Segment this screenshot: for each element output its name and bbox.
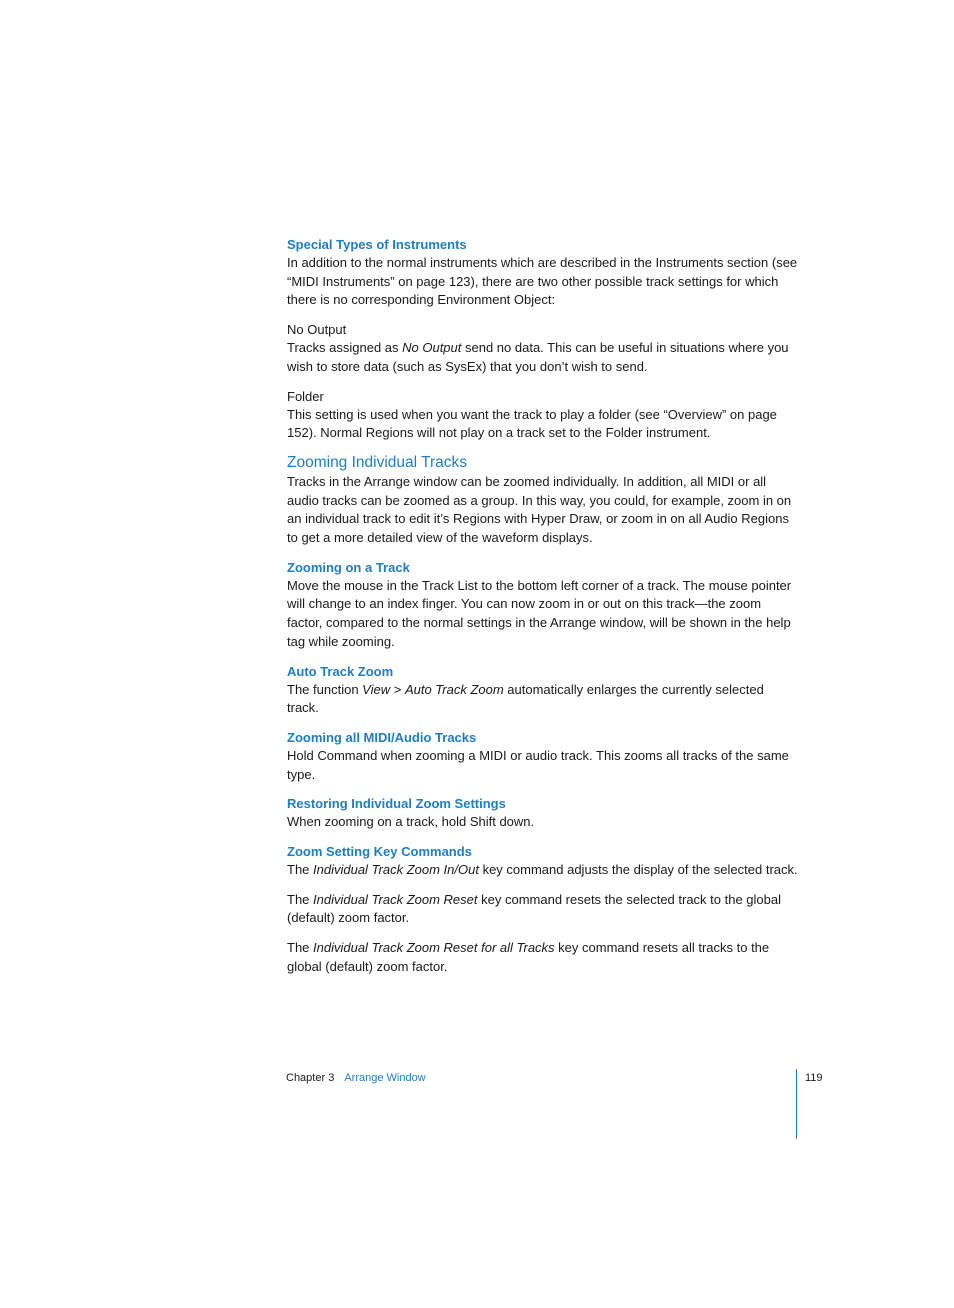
paragraph-key-commands-2: The Individual Track Zoom Reset key command resets the selected track to the global (default) zoom factor. [287,891,782,926]
paragraph-zooming-all: Hold Command when zooming a MIDI or audio track. This zooms all tracks of the same type. [287,747,789,782]
heading-restoring: Restoring Individual Zoom Settings [287,796,506,812]
heading-no-output: No Output [287,322,347,338]
paragraph-special-types: In addition to the normal instruments which are described in the Instruments section (see “MIDI Instruments” on page 123), there are two other possible track settings for which there is no corresponding Environment Object: [287,255,798,308]
paragraph-folder: This setting is used when you want the track to play a folder (see “Overview” on page 152). Normal Regions will not play on a track set to the Folder instrument. [287,406,777,441]
heading-folder: Folder [287,388,324,404]
heading-zooming-on-track: Zooming on a Track [287,559,410,575]
paragraph-restoring: When zooming on a track, hold Shift down. [287,814,535,830]
paragraph-auto-track-zoom: The function View > Auto Track Zoom automatically enlarges the currently selected track. [287,681,764,716]
footer-chapter-title: Arrange Window [344,1072,426,1084]
heading-special-types: Special Types of Instruments [287,237,467,252]
footer-chapter: Chapter 3 [286,1072,335,1084]
paragraph-zooming-individual-tracks: Tracks in the Arrange window can be zoomed individually. In addition, all MIDI or all audio tracks can be zoomed as a group. In this way, you could, for example, zoom in on an individual track to edit it’s Regions with Hyper Draw, or zoom in on all Audio Regions to get a more detailed view of the waveform displays. [287,473,792,546]
page-content [287,236,799,977]
heading-auto-track-zoom: Auto Track Zoom [287,663,394,679]
paragraph-key-commands-3: The Individual Track Zoom Reset for all Tracks key command resets all tracks to the global (default) zoom factor. [287,940,770,974]
page-number: 119 [805,1072,823,1084]
heading-key-commands: Zoom Setting Key Commands [287,844,472,860]
heading-zooming-all: Zooming all MIDI/Audio Tracks [287,729,477,745]
paragraph-key-commands-1: The Individual Track Zoom In/Out key command adjusts the display of the selected track. [287,862,798,878]
paragraph-no-output: Tracks assigned as No Output send no data. This can be useful in situations where you wish to store data (such as SysEx) that you don’t wish to send. [287,340,789,374]
paragraph-zooming-on-track: Move the mouse in the Track List to the bottom left corner of a track. The mouse pointer will change to an index finger. You can now zoom in or out on this track—the zoom factor, compared to the normal settings in the Arrange window, will be shown in the help tag while zooming. [287,577,792,649]
heading-zooming-individual-tracks: Zooming Individual Tracks [287,453,468,471]
footer-divider [796,1069,797,1139]
page-footer [286,1070,426,1086]
